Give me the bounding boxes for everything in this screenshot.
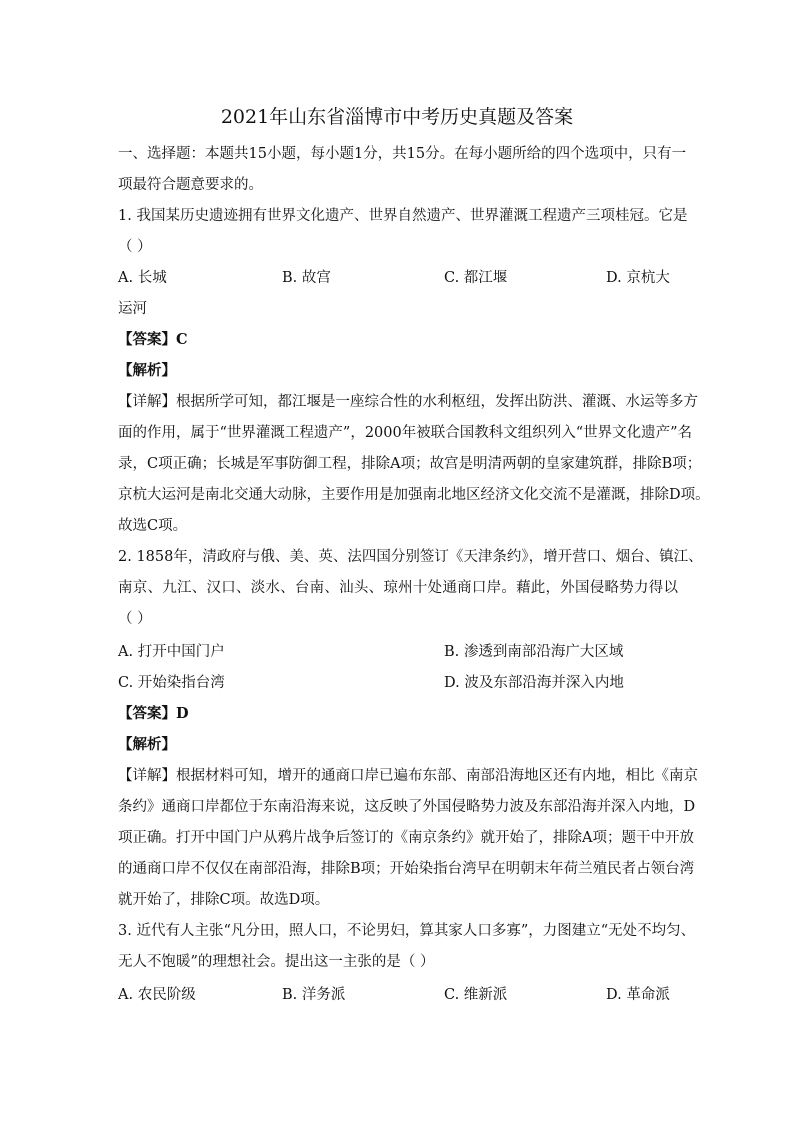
- q3-option-d: D. 革命派: [606, 987, 670, 1003]
- q3-option-a: A. 农民阶级: [118, 987, 196, 1003]
- q2-option-b: B. 渗透到南部沿海广大区域: [444, 644, 624, 660]
- q2-detail-line-3: 项正确。打开中国门户从鸦片战争后签订的《南京条约》就开始了，排除A项；题干中开放: [118, 830, 694, 846]
- q2-detail-line-1: 【详解】根据材料可知，增开的通商口岸已遍布东部、南部沿海地区还有内地，相比《南京: [118, 768, 698, 784]
- q1-option-b: B. 故宫: [282, 270, 331, 286]
- q1-answer: 【答案】C: [118, 331, 188, 348]
- page-title: 2021年山东省淄博市中考历史真题及答案: [220, 106, 574, 128]
- q2-stem-line-1: 2. 1858年，清政府与俄、美、英、法四国分别签订《天津条约》，增开营口、烟台、镇江、: [118, 549, 703, 565]
- q1-option-a: A. 长城: [118, 270, 167, 286]
- section-intro-line-2: 项最符合题意要求的。: [118, 177, 263, 193]
- q2-detail-line-4: 的通商口岸不仅仅在南部沿海，排除B项；开始染指台湾早在明朝末年荷兰殖民者占领台湾: [118, 861, 695, 877]
- q1-option-d: D. 京杭大: [606, 270, 670, 286]
- q3-stem-line-1: 3. 近代有人主张“凡分田，照人口，不论男妇，算其家人口多寡”，力图建立“无处不均匀、: [118, 923, 696, 939]
- q1-stem-line-1: 1. 我国某历史遗迹拥有世界文化遗产、世界自然遗产、世界灌溉工程遗产三项桂冠。它是: [118, 208, 688, 224]
- q1-detail-line-1: 【详解】根据所学可知，都江堰是一座综合性的水利枢纽，发挥出防洪、灌溉、水运等多方: [118, 394, 698, 410]
- q1-analysis-heading: 【解析】: [118, 362, 176, 379]
- q2-option-d: D. 波及东部沿海并深入内地: [444, 675, 624, 691]
- q1-option-c: C. 都江堰: [444, 270, 508, 286]
- q1-detail-line-4: 京杭大运河是南北交通大动脉，主要作用是加强南北地区经济文化交流不是灌溉，排除D项。: [118, 487, 710, 503]
- q2-stem-line-3: （ ）: [118, 611, 152, 627]
- q1-detail-line-3: 录，C项正确；长城是军事防御工程，排除A项；故宫是明清两朝的皇家建筑群，排除B项；: [118, 456, 702, 472]
- q1-detail-line-2: 面的作用，属于“世界灌溉工程遗产”，2000年被联合国教科文组织列入“世界文化遗产”名: [118, 425, 693, 441]
- q2-answer: 【答案】D: [118, 705, 189, 722]
- q2-detail-line-2: 条约》通商口岸都位于东南沿海来说，这反映了外国侵略势力波及东部沿海并深入内地，D: [118, 799, 696, 815]
- q2-stem-line-2: 南京、九江、汉口、淡水、台南、汕头、琼州十处通商口岸。藉此，外国侵略势力得以: [118, 580, 678, 596]
- q1-detail-line-5: 故选C项。: [118, 518, 188, 534]
- q3-stem-line-2: 无人不饱暖”的理想社会。提出这一主张的是（ ）: [118, 954, 435, 970]
- q3-option-c: C. 维新派: [444, 987, 508, 1003]
- q2-option-a: A. 打开中国门户: [118, 644, 225, 660]
- q2-option-c: C. 开始染指台湾: [118, 675, 225, 691]
- q1-option-d-wrap: 运河: [118, 301, 147, 317]
- q1-stem-line-2: （ ）: [118, 239, 152, 255]
- q2-analysis-heading: 【解析】: [118, 736, 176, 753]
- q3-option-b: B. 洋务派: [282, 987, 346, 1003]
- q2-detail-line-5: 就开始了，排除C项。故选D项。: [118, 892, 330, 908]
- section-intro-line-1: 一、选择题：本题共15小题，每小题1分，共15分。在每小题所给的四个选项中，只有一: [118, 146, 687, 162]
